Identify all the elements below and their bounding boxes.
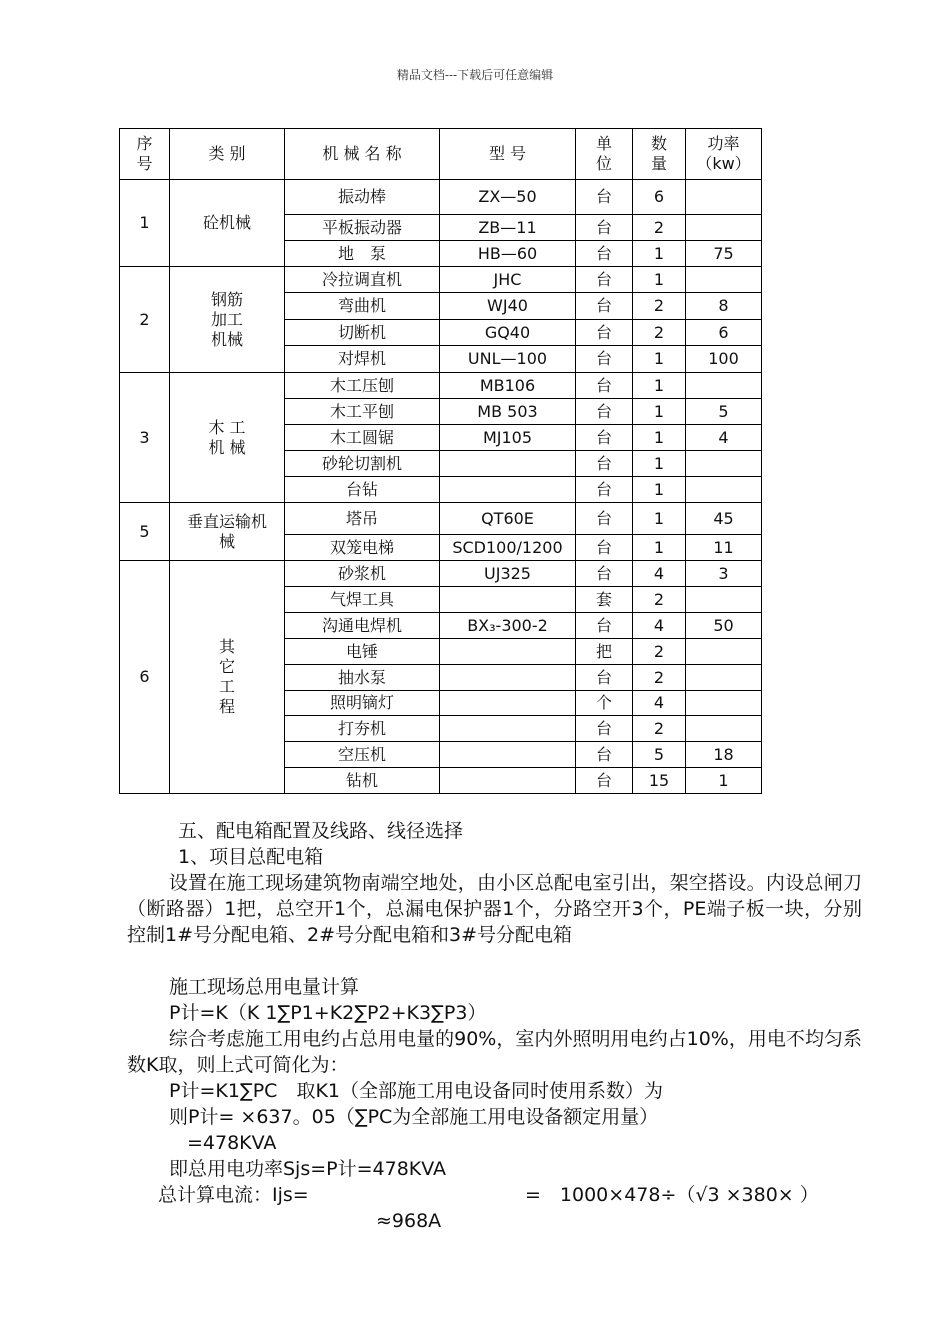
cell-model	[440, 665, 576, 691]
current-expression: = 1000×478÷（√3 ×380× ）	[525, 1184, 819, 1206]
formula-total-power: P计=K（K 1∑P1+K2∑P2+K3∑P3）	[169, 1002, 487, 1024]
cell-qty: 1	[633, 346, 686, 373]
cell-power: 4	[686, 425, 762, 451]
subsection-title: 1、项目总配电箱	[178, 846, 324, 868]
header-model: 型 号	[440, 129, 576, 180]
cell-power: 3	[686, 561, 762, 587]
cell-qty: 4	[633, 613, 686, 639]
cell-unit: 台	[576, 180, 633, 215]
cell-name: 地 泵	[285, 241, 440, 267]
current-result: ≈968A	[376, 1210, 442, 1232]
table-header-row	[120, 129, 762, 180]
cell-seq: 1	[120, 180, 170, 267]
cell-power	[686, 691, 762, 716]
formula-calculation: 则P计= ×637。05（∑PC为全部施工用电设备额定用量）	[169, 1106, 659, 1128]
cell-category: 其 它 工 程	[170, 561, 285, 794]
cell-power	[686, 639, 762, 665]
formula-result: =478KVA	[187, 1132, 277, 1154]
cell-qty: 2	[633, 215, 686, 241]
cell-name: 空压机	[285, 742, 440, 768]
cell-qty: 1	[633, 399, 686, 425]
cell-qty: 2	[633, 320, 686, 346]
cell-name: 打夯机	[285, 716, 440, 742]
cell-power: 5	[686, 399, 762, 425]
cell-qty: 1	[633, 241, 686, 267]
formula-apparent-power: 即总用电功率Sjs=P计=478KVA	[169, 1158, 447, 1180]
table-row	[120, 503, 762, 535]
cell-seq: 3	[120, 373, 170, 503]
cell-unit: 台	[576, 425, 633, 451]
cell-name: 砂轮切割机	[285, 451, 440, 477]
cell-model: MJ105	[440, 425, 576, 451]
section-title: 五、配电箱配置及线路、线径选择	[178, 820, 464, 842]
cell-model: MB106	[440, 373, 576, 399]
cell-unit: 台	[576, 665, 633, 691]
cell-model	[440, 639, 576, 665]
formula-simplified: P计=K1∑PC 取K1（全部施工用电设备同时使用系数）为	[169, 1080, 664, 1102]
header-qty: 数 量	[633, 129, 686, 180]
cell-power	[686, 373, 762, 399]
cell-unit: 台	[576, 742, 633, 768]
cell-qty: 1	[633, 267, 686, 293]
header-category: 类 别	[170, 129, 285, 180]
cell-name: 台钻	[285, 477, 440, 503]
cell-power: 45	[686, 503, 762, 535]
cell-qty: 1	[633, 477, 686, 503]
cell-name: 木工平刨	[285, 399, 440, 425]
cell-qty: 1	[633, 373, 686, 399]
cell-category: 木 工 机 械	[170, 373, 285, 503]
header-seq: 序 号	[120, 129, 170, 180]
cell-model	[440, 477, 576, 503]
cell-name: 木工压刨	[285, 373, 440, 399]
cell-model: SCD100/1200	[440, 535, 576, 561]
cell-model: MB 503	[440, 399, 576, 425]
cell-qty: 2	[633, 639, 686, 665]
paragraph-distribution-box: 设置在施工现场建筑物南端空地处，由小区总配电室引出，架空搭设。内设总闸刀（断路器）1把，总空开1个，总漏电保护器1个，分路空开3个，PE端子板一块，分别控制1#号分配电箱、2#号分配电箱和3#号分配电箱	[127, 872, 862, 946]
cell-power	[686, 451, 762, 477]
cell-model: ZB—11	[440, 215, 576, 241]
cell-model	[440, 691, 576, 716]
cell-qty: 4	[633, 561, 686, 587]
cell-power: 6	[686, 320, 762, 346]
table-row	[120, 561, 762, 587]
header-power: 功率 （kw）	[686, 129, 762, 180]
cell-unit: 台	[576, 241, 633, 267]
cell-name: 弯曲机	[285, 293, 440, 320]
cell-name: 砂浆机	[285, 561, 440, 587]
cell-power	[686, 215, 762, 241]
cell-qty: 1	[633, 503, 686, 535]
cell-name: 电锤	[285, 639, 440, 665]
cell-name: 沟通电焊机	[285, 613, 440, 639]
cell-qty: 1	[633, 425, 686, 451]
cell-unit: 个	[576, 691, 633, 716]
cell-model: BX₃-300-2	[440, 613, 576, 639]
cell-qty: 2	[633, 293, 686, 320]
cell-power	[686, 665, 762, 691]
cell-model	[440, 768, 576, 794]
cell-unit: 台	[576, 535, 633, 561]
cell-model: UNL—100	[440, 346, 576, 373]
cell-model: QT60E	[440, 503, 576, 535]
current-label: 总计算电流：Ijs=	[158, 1184, 309, 1206]
cell-model: GQ40	[440, 320, 576, 346]
cell-unit: 台	[576, 477, 633, 503]
cell-power	[686, 267, 762, 293]
cell-qty: 5	[633, 742, 686, 768]
cell-power: 100	[686, 346, 762, 373]
cell-power: 11	[686, 535, 762, 561]
cell-model	[440, 716, 576, 742]
cell-power	[686, 587, 762, 613]
cell-qty: 1	[633, 535, 686, 561]
cell-seq: 5	[120, 503, 170, 561]
cell-name: 切断机	[285, 320, 440, 346]
cell-unit: 台	[576, 716, 633, 742]
cell-unit: 台	[576, 503, 633, 535]
table-row	[120, 180, 762, 215]
cell-unit: 台	[576, 373, 633, 399]
cell-name: 木工圆锯	[285, 425, 440, 451]
cell-model: UJ325	[440, 561, 576, 587]
cell-qty: 2	[633, 716, 686, 742]
cell-name: 钻机	[285, 768, 440, 794]
cell-unit: 台	[576, 293, 633, 320]
cell-category: 砼机械	[170, 180, 285, 267]
table-row	[120, 373, 762, 399]
cell-seq: 2	[120, 267, 170, 373]
cell-seq: 6	[120, 561, 170, 794]
cell-power: 1	[686, 768, 762, 794]
page-header: 精品文档---下载后可任意编辑	[396, 68, 554, 82]
cell-unit: 台	[576, 561, 633, 587]
cell-category: 垂直运输机 械	[170, 503, 285, 561]
cell-unit: 台	[576, 768, 633, 794]
cell-model: JHC	[440, 267, 576, 293]
cell-name: 塔吊	[285, 503, 440, 535]
cell-unit: 台	[576, 215, 633, 241]
header-name: 机 械 名 称	[285, 129, 440, 180]
cell-unit: 台	[576, 451, 633, 477]
cell-power: 50	[686, 613, 762, 639]
cell-power: 18	[686, 742, 762, 768]
cell-model: HB—60	[440, 241, 576, 267]
cell-unit: 台	[576, 267, 633, 293]
cell-power: 8	[686, 293, 762, 320]
table-row	[120, 267, 762, 293]
paragraph-simplification: 综合考虑施工用电约占总用电量的90%，室内外照明用电约占10%，用电不均匀系数K取，则上式可简化为：	[127, 1028, 862, 1076]
header-unit: 单 位	[576, 129, 633, 180]
cell-unit: 台	[576, 346, 633, 373]
equipment-table	[119, 128, 762, 794]
cell-model	[440, 742, 576, 768]
cell-unit: 台	[576, 399, 633, 425]
cell-qty: 2	[633, 665, 686, 691]
cell-qty: 6	[633, 180, 686, 215]
cell-name: 对焊机	[285, 346, 440, 373]
cell-qty: 2	[633, 587, 686, 613]
cell-power	[686, 716, 762, 742]
cell-model: ZX—50	[440, 180, 576, 215]
cell-qty: 15	[633, 768, 686, 794]
cell-model: WJ40	[440, 293, 576, 320]
cell-unit: 台	[576, 320, 633, 346]
cell-name: 振动棒	[285, 180, 440, 215]
cell-qty: 1	[633, 451, 686, 477]
cell-name: 双笼电梯	[285, 535, 440, 561]
cell-category: 钢筋 加工 机械	[170, 267, 285, 373]
cell-qty: 4	[633, 691, 686, 716]
cell-name: 冷拉调直机	[285, 267, 440, 293]
cell-power	[686, 180, 762, 215]
cell-name: 抽水泵	[285, 665, 440, 691]
cell-model	[440, 587, 576, 613]
cell-unit: 台	[576, 613, 633, 639]
cell-name: 气焊工具	[285, 587, 440, 613]
cell-model	[440, 451, 576, 477]
cell-power	[686, 477, 762, 503]
cell-name: 平板振动器	[285, 215, 440, 241]
cell-name: 照明镝灯	[285, 691, 440, 716]
cell-unit: 把	[576, 639, 633, 665]
cell-power: 75	[686, 241, 762, 267]
cell-unit: 套	[576, 587, 633, 613]
calc-title: 施工现场总用电量计算	[169, 976, 360, 998]
